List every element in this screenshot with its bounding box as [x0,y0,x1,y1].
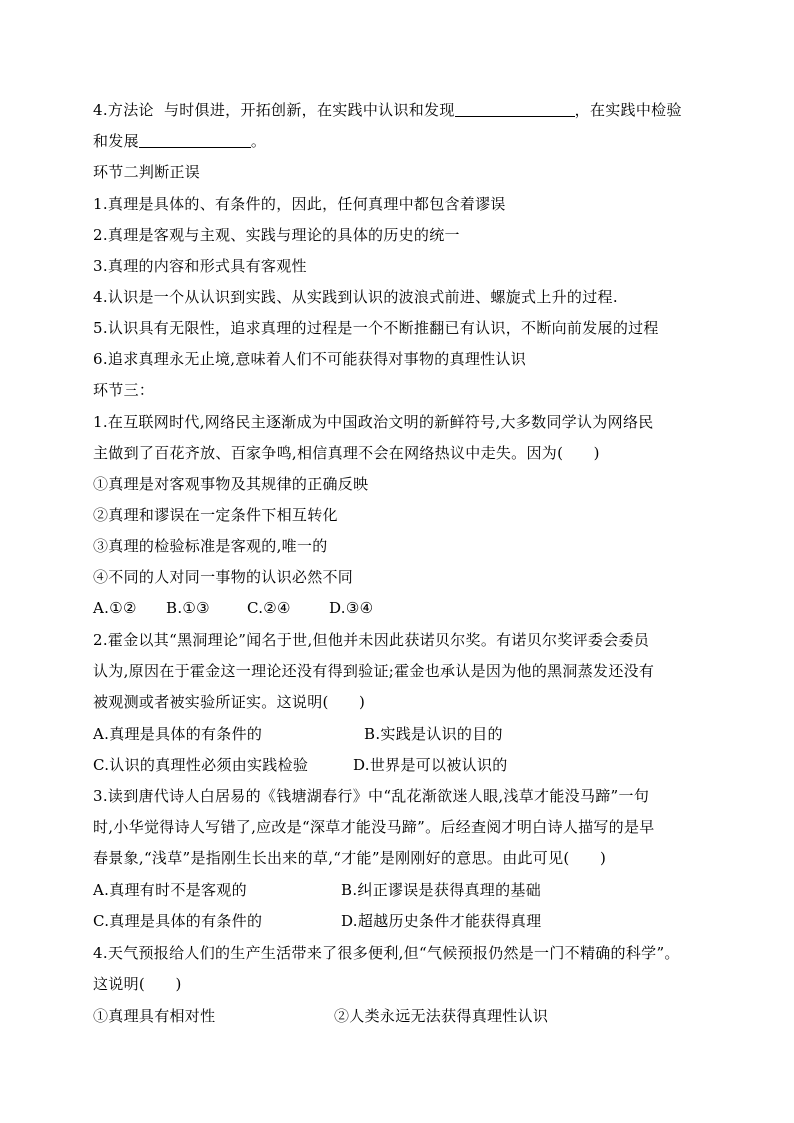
question4-statement-2: ②人类永远无法获得真理性认识 [334,1007,549,1025]
question3-option-b[interactable]: B.纠正谬误是获得真理的基础 [341,881,541,899]
question2-stem: 认为,原因在于霍金这一理论还没有得到验证;霍金也承认是因为他的黑洞蒸发还没有 [93,662,655,680]
question1-option-d[interactable]: D.③④ [329,599,374,617]
method-item-text: 4.方法论 与时俱进，开拓创新，在实践中认识和发现 [93,101,455,119]
question3-stem: 时,小华觉得诗人写错了,应改是“深草才能没马蹄”。后经查阅才明白诗人描写的是早 [93,818,655,836]
judgement-item: 3.真理的内容和形式具有客观性 [93,257,307,275]
answer-blank[interactable] [139,131,251,148]
question4-statement-1: ①真理具有相对性 [93,1007,216,1025]
question2-option-c[interactable]: C.认识的真理性必须由实践检验 [93,756,309,774]
section2-heading: 环节二判断正误 [93,163,201,181]
judgement-item: 1.真理是具体的、有条件的，因此，任何真理中都包含着谬误 [93,195,506,213]
question1-statement: ②真理和谬误在一定条件下相互转化 [93,506,338,524]
question1-statement: ①真理是对客观事物及其规律的正确反映 [93,475,369,493]
question1-option-c[interactable]: C.②④ [247,599,291,617]
judgement-item: 2.真理是客观与主观、实践与理论的具体的历史的统一 [93,226,460,244]
judgement-item: 5.认识具有无限性，追求真理的过程是一个不断推翻已有认识，不断向前发展的过程 [93,319,659,337]
question3-option-a[interactable]: A.真理有时不是客观的 [93,881,247,899]
method-item-suffix: 。 [250,132,267,150]
answer-blank[interactable] [455,100,575,117]
question4-stem: 4.天气预报给人们的生产生活带来了很多便利,但“气候预报仍然是一门不精确的科学”。 [93,944,680,962]
section3-heading: 环节三： [93,381,155,399]
method-item-prefix: 和发展 [93,132,139,150]
question2-option-b[interactable]: B.实践是认识的目的 [364,725,503,743]
question2-stem: 被观测或者被实验所证实。这说明( ) [93,693,366,711]
question3-stem: 3.读到唐代诗人白居易的《钱塘湖春行》中“乱花渐欲迷人眼,浅草才能没马蹄”一句 [93,787,650,805]
question3-option-d[interactable]: D.超越历史条件才能获得真理 [341,912,542,930]
question2-option-d[interactable]: D.世界是可以被认识的 [353,756,508,774]
question1-statement: ③真理的检验标准是客观的,唯一的 [93,537,328,555]
judgement-item: 6.追求真理永无止境,意味着人们不可能获得对事物的真理性认识 [93,350,527,368]
method-item [93,100,682,120]
question1-statement: ④不同的人对同一事物的认识必然不同 [93,568,354,586]
method-item-text-2: ，在实践中检验 [574,101,682,119]
question1-stem: 主做到了百花齐放、百家争鸣,相信真理不会在网络热议中走失。因为( ) [93,444,600,462]
question3-stem: 春景象,“浅草”是指刚生长出来的草,“才能”是刚刚好的意思。由此可见( ) [93,849,607,867]
question2-option-a[interactable]: A.真理是具体的有条件的 [93,725,263,743]
question2-stem: 2.霍金以其“黑洞理论”闻名于世,但他并未因此获诺贝尔奖。有诺贝尔奖评委会委员 [93,631,650,649]
question1-option-b[interactable]: B.①③ [166,599,210,617]
question3-option-c[interactable]: C.真理是具体的有条件的 [93,912,263,930]
judgement-item: 4.认识是一个从认识到实践、从实践到认识的波浪式前进、螺旋式上升的过程. [93,288,618,306]
question1-option-a[interactable]: A.①② [93,599,137,617]
method-item-line2 [93,131,266,151]
question1-stem: 1.在互联网时代,网络民主逐渐成为中国政治文明的新鲜符号,大多数同学认为网络民 [93,413,654,431]
question4-stem: 这说明( ) [93,975,182,993]
